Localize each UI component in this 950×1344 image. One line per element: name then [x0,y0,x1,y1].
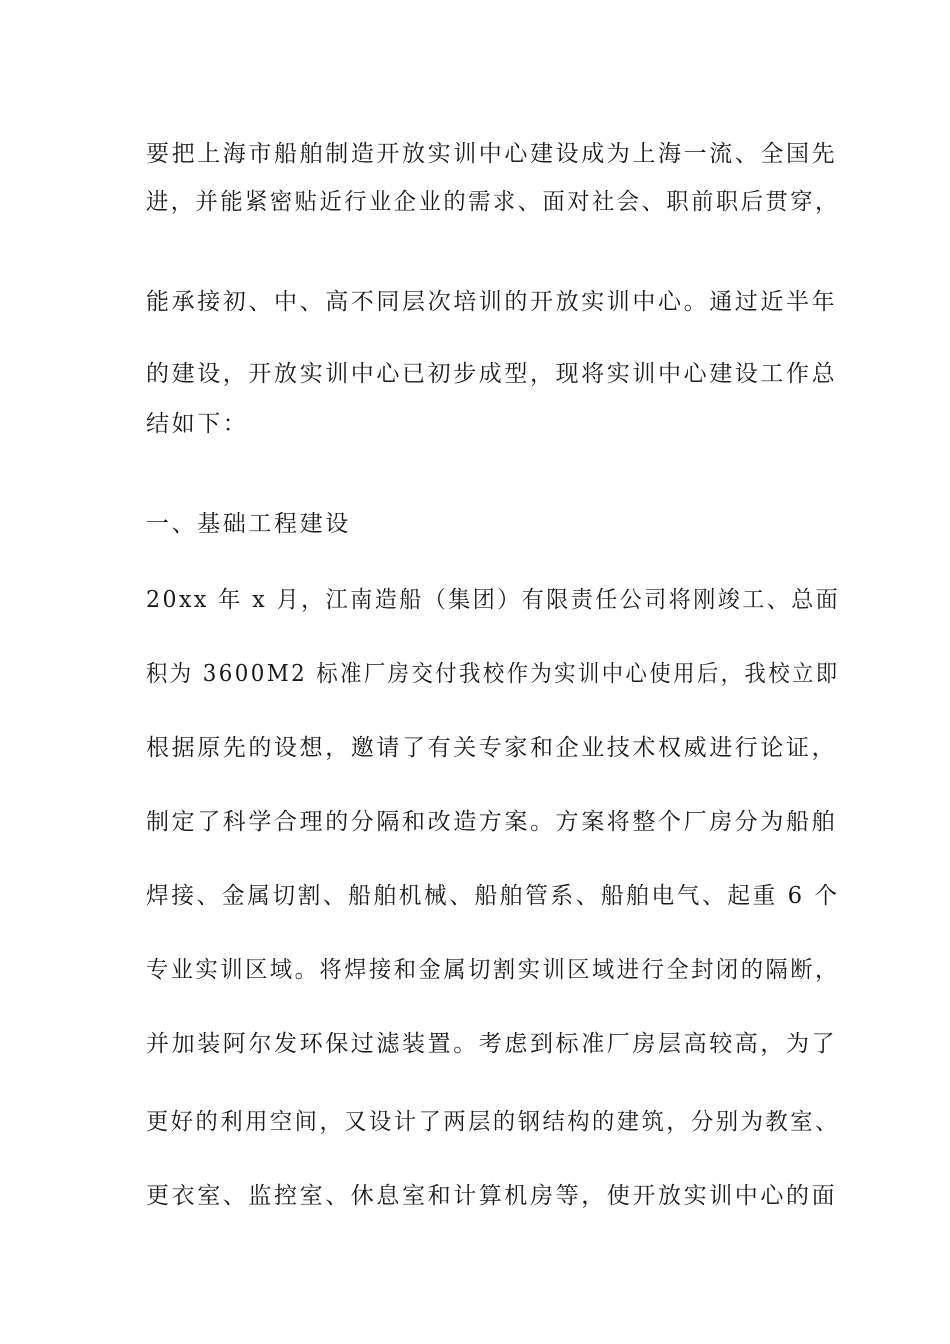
paragraph-line: 制定了科学合理的分隔和改造方案。方案将整个厂房分为船舶 [146,809,838,835]
paragraph-line: 并加装阿尔发环保过滤装置。考虑到标准厂房层高较高，为了 [146,1031,838,1057]
paragraph-line: 的建设，开放实训中心已初步成型，现将实训中心建设工作总 [146,361,838,387]
paragraph-line: 焊接、金属切割、船舶机械、船舶管系、船舶电气、起重 6 个 [146,883,840,909]
paragraph-line: 积为 3600M2 标准厂房交付我校作为实训中心使用后，我校立即 [146,661,840,687]
paragraph-line: 能承接初、中、高不同层次培训的开放实训中心。通过近半年 [146,289,838,315]
paragraph-line: 进，并能紧密贴近行业企业的需求、面对社会、职前职后贯穿， [146,189,840,215]
paragraph-line: 根据原先的设想，邀请了有关专家和企业技术权威进行论证， [146,735,838,761]
paragraph-line: 20xx 年 x 月，江南造船（集团）有限责任公司将刚竣工、总面 [146,587,841,613]
paragraph-line: 更衣室、监控室、休息室和计算机房等，使开放实训中心的面 [146,1183,838,1209]
paragraph-line: 要把上海市船舶制造开放实训中心建设成为上海一流、全国先 [146,141,838,167]
paragraph-line: 结如下： [146,411,249,437]
paragraph-line: 专业实训区域。将焊接和金属切割实训区域进行全封闭的隔断， [146,957,840,983]
section-heading: 一、基础工程建设 [146,511,351,537]
paragraph-line: 更好的利用空间，又设计了两层的钢结构的建筑，分别为教室、 [146,1109,840,1135]
